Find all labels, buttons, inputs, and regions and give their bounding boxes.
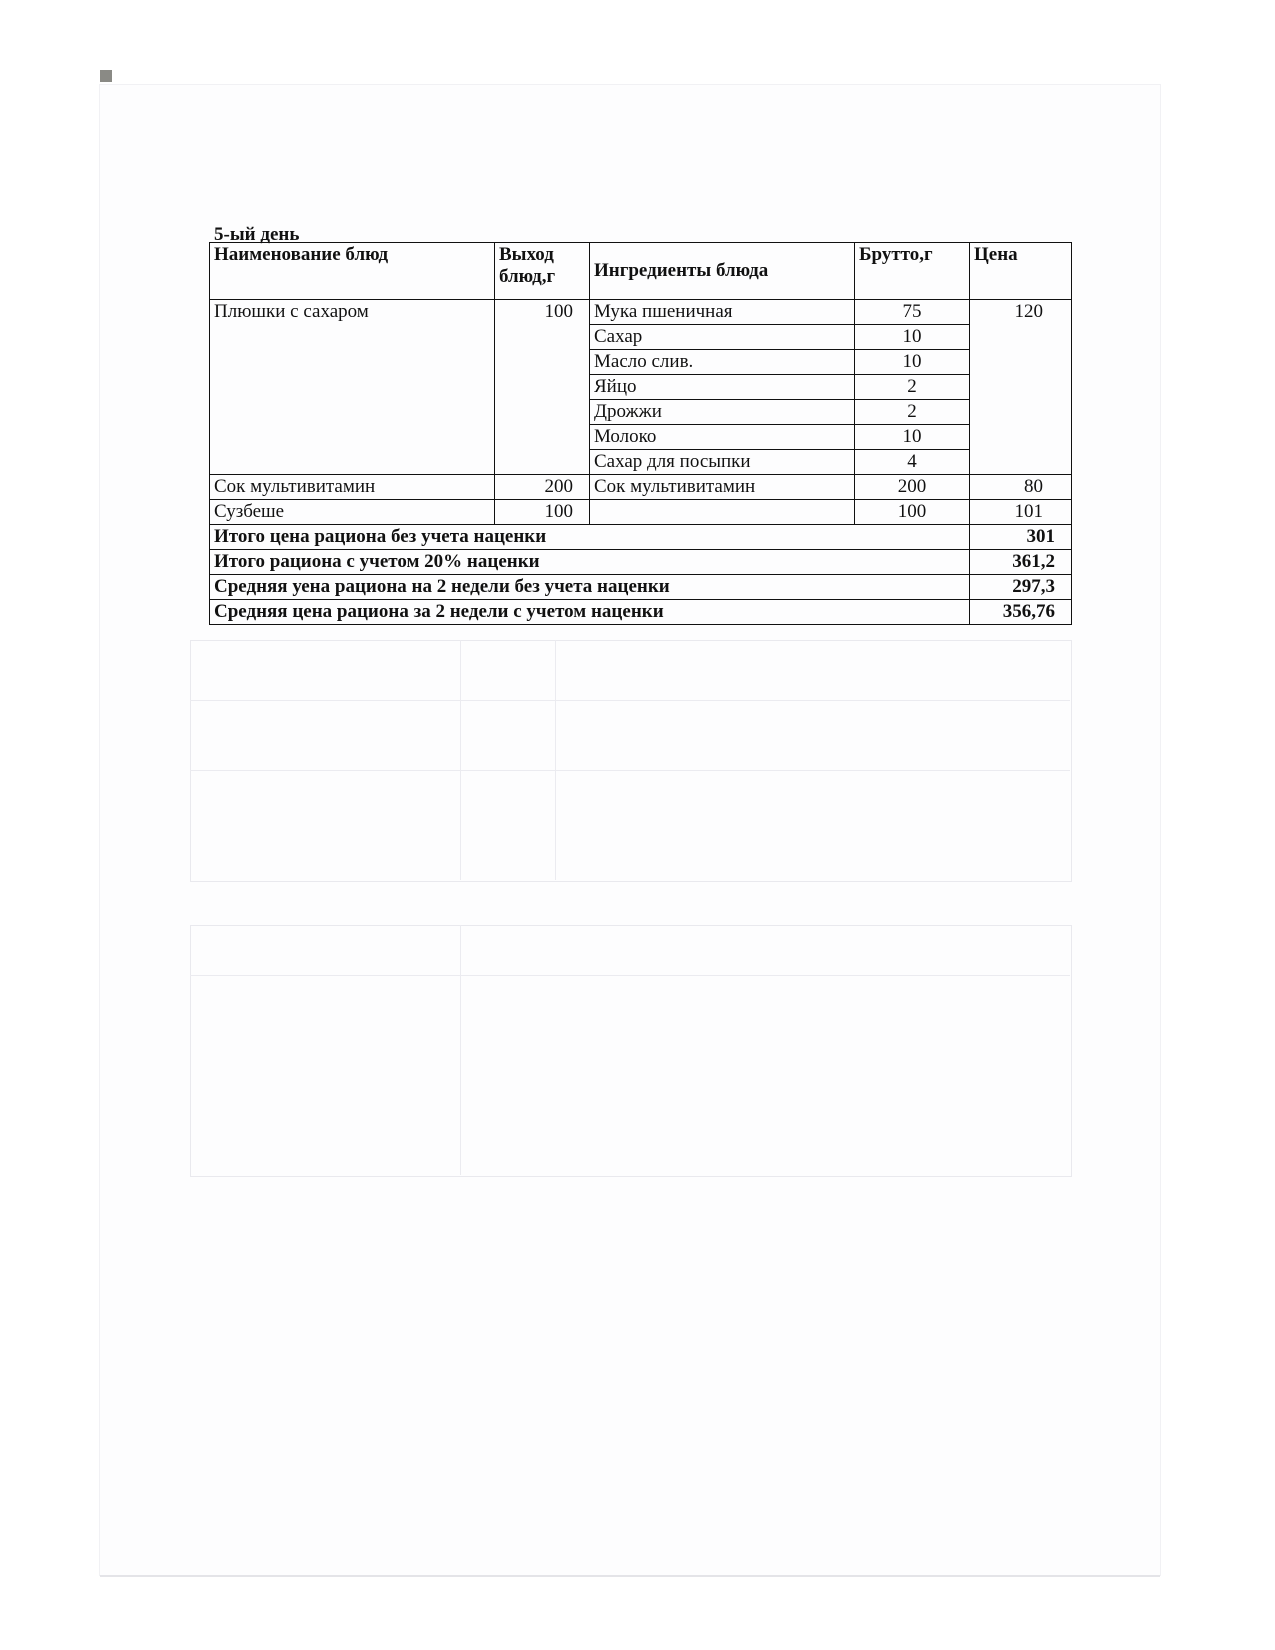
dish-output: 200: [495, 475, 590, 500]
total-value: 301: [970, 525, 1072, 550]
binder-mark: [100, 70, 112, 82]
ingredient-gross: 4: [855, 450, 970, 475]
dish-price: 101: [970, 500, 1072, 525]
ingredient-name: Молоко: [590, 425, 855, 450]
ingredient-gross: 2: [855, 375, 970, 400]
bleed-through-line: [555, 640, 556, 880]
dish-price: 80: [970, 475, 1072, 500]
header-output: Выход блюд,г: [495, 243, 590, 300]
bleed-through-table-1: [190, 640, 1072, 882]
total-label: Средняя уена рациона на 2 недели без учета наценки: [210, 575, 970, 600]
ingredient-gross: 75: [855, 300, 970, 325]
ingredient-name: Сахар для посыпки: [590, 450, 855, 475]
dish-price: 120: [970, 300, 1072, 475]
ingredient-gross: 10: [855, 350, 970, 375]
total-row: [210, 525, 1072, 550]
ingredient-name: Масло слив.: [590, 350, 855, 375]
dish-name: Плюшки с сахаром: [210, 300, 495, 475]
paper-edge: [100, 1575, 1160, 1577]
total-value: 361,2: [970, 550, 1072, 575]
bleed-through-line: [190, 700, 1070, 701]
ingredient-gross: 200: [855, 475, 970, 500]
ingredient-name: Яйцо: [590, 375, 855, 400]
ingredient-name: [590, 500, 855, 525]
ingredient-name: Сок мультивитамин: [590, 475, 855, 500]
header-ingredients: Ингредиенты блюда: [590, 243, 855, 300]
total-label: Итого цена рациона без учета наценки: [210, 525, 970, 550]
total-value: 297,3: [970, 575, 1072, 600]
dish-output: 100: [495, 500, 590, 525]
ingredient-gross: 10: [855, 425, 970, 450]
header-name: Наименование блюд: [210, 243, 495, 300]
bleed-through-line: [190, 770, 1070, 771]
total-row: [210, 550, 1072, 575]
header-row: [210, 243, 1072, 300]
total-label: Средняя цена рациона за 2 недели с учетом наценки: [210, 600, 970, 625]
header-gross: Брутто,г: [855, 243, 970, 300]
table-row: [210, 475, 1072, 500]
total-row: [210, 575, 1072, 600]
ration-table: [209, 242, 1072, 625]
dish-name: Сок мультивитамин: [210, 475, 495, 500]
dish-name: Сузбеше: [210, 500, 495, 525]
ingredient-gross: 2: [855, 400, 970, 425]
ingredient-name: Мука пшеничная: [590, 300, 855, 325]
bleed-through-line: [190, 975, 1070, 976]
ingredient-gross: 10: [855, 325, 970, 350]
bleed-through-table-2: [190, 925, 1072, 1177]
table-row: [210, 500, 1072, 525]
header-price: Цена: [970, 243, 1072, 300]
day-title: 5-ый день: [214, 224, 300, 245]
total-label: Итого рациона с учетом 20% наценки: [210, 550, 970, 575]
ingredient-name: Сахар: [590, 325, 855, 350]
bleed-through-line: [460, 640, 461, 880]
total-value: 356,76: [970, 600, 1072, 625]
table-row: [210, 300, 1072, 325]
total-row: [210, 600, 1072, 625]
ingredient-name: Дрожжи: [590, 400, 855, 425]
ingredient-gross: 100: [855, 500, 970, 525]
dish-output: 100: [495, 300, 590, 475]
bleed-through-line: [460, 925, 461, 1175]
